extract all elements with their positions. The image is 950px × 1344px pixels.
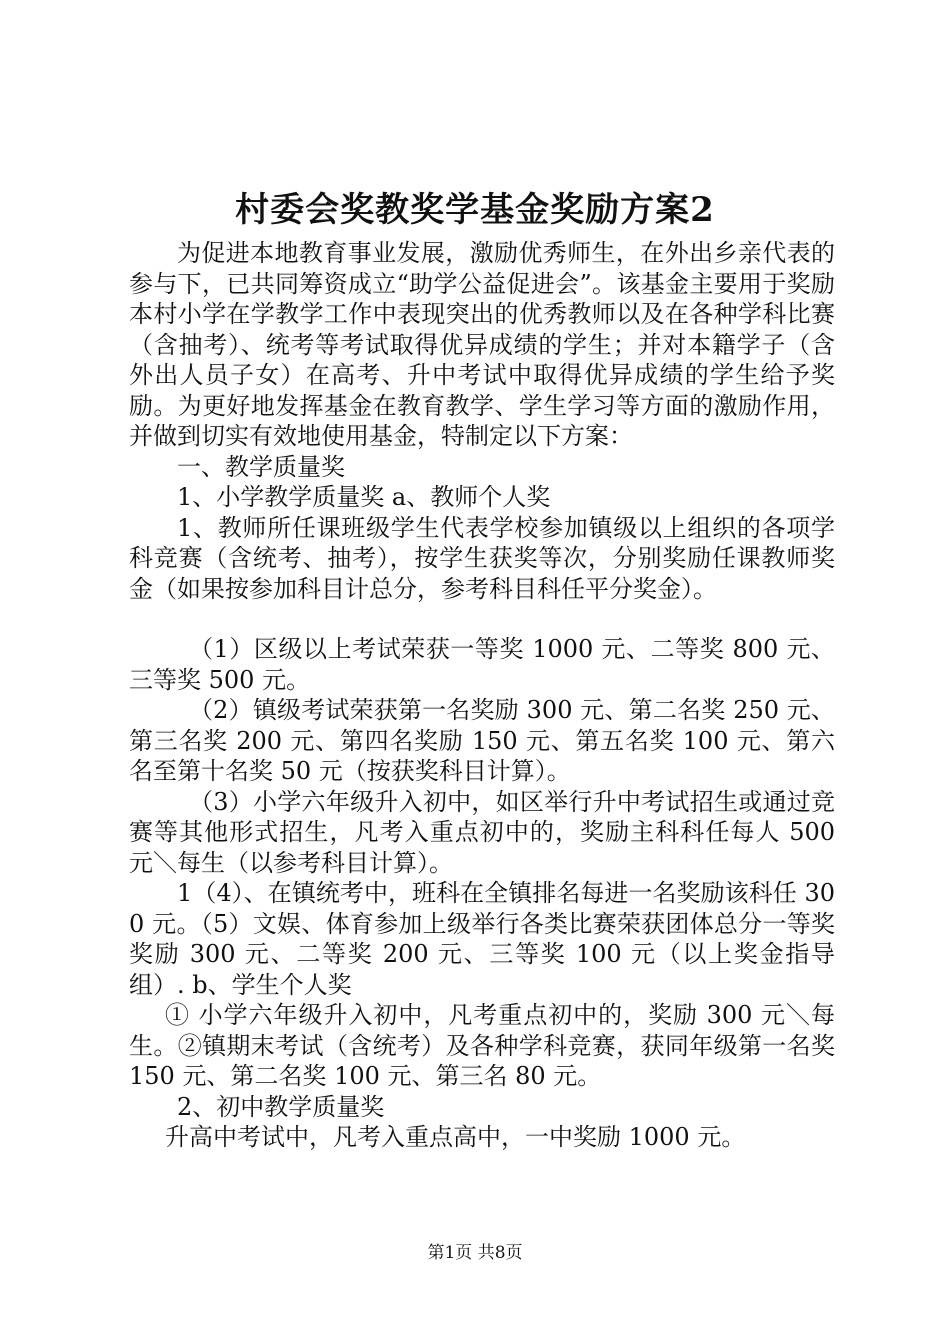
high-school-award-paragraph: 升高中考试中，凡考入重点高中，一中奖励 1000 元。 [165,1123,746,1151]
page-footer: 第1页 共8页 [427,1243,523,1263]
intro-paragraph: 为促进本地教育事业发展，激励优秀师生，在外出乡亲代表的参与下，已共同筹资成立“助学公益促进会”。该基金主要用于奖励本村小学在学教学工作中表现突出的优秀教师以及在各种学科比赛（含抽考）、统考等考试取得优异成绩的学生；并对本籍学子（含外出人员子女）在高考、升中考试中取得优异成绩的学生给予奖励。为更好地发挥基金在教育教学、学生学习等方面的激励作用，并做到切实有效地使用基金，特制定以下方案： [129,239,835,450]
district-award-paragraph: （1）区级以上考试荣获一等奖 1000 元、二等奖 800 元、三等奖 500 元。 [129,635,835,694]
document-title: 村委会奖教奖学基金奖励方案2 [235,190,715,230]
town-award-paragraph: （2）镇级考试荣获第一名奖励 300 元、第二名奖 250 元、第三名奖 200 元、第四名奖励 150 元、第五名奖 100 元、第六名至第十名奖 50 元（按获奖科目计算）。 [129,696,835,785]
middle-school-entry-paragraph: （3）小学六年级升入初中，如区举行升中考试招生或通过竞赛等其他形式招生，凡考入重点初中的，奖励主科科任每人 500 元＼每生（以参考科目计算）。 [129,787,835,877]
teacher-award-paragraph: 1、教师所任课班级学生代表学校参加镇级以上组织的各项学科竞赛（含统考、抽考），按学生获奖等次，分别奖励任课教师奖金（如果按参加科目计总分，参考科目科任平分奖金）。 [129,513,835,603]
student-award-paragraph: ① 小学六年级升入初中，凡考重点初中的，奖励 300 元＼每生。②镇期末考试（含统考）及各种学科竞赛，获同年级第一名奖 150 元、第二名奖 100 元、第三名 80 元。 [129,1001,835,1090]
town-ranking-paragraph: 1（4）、在镇统考中，班科在全镇排名每进一名奖励该科任 300 元。（5）文娱、体育参加上级举行各类比赛荣获团体总分一等奖奖励 300 元、二等奖 200 元、三等奖 100 元（以上奖金指导组）. b、学生个人奖 [129,879,835,999]
subsection-heading-junior: 2、初中教学质量奖 [177,1092,385,1121]
subsection-heading-primary: 1、小学教学质量奖 a、教师个人奖 [177,483,551,511]
section-heading-teaching-quality: 一、教学质量奖 [177,452,345,481]
document-body [129,238,835,1153]
